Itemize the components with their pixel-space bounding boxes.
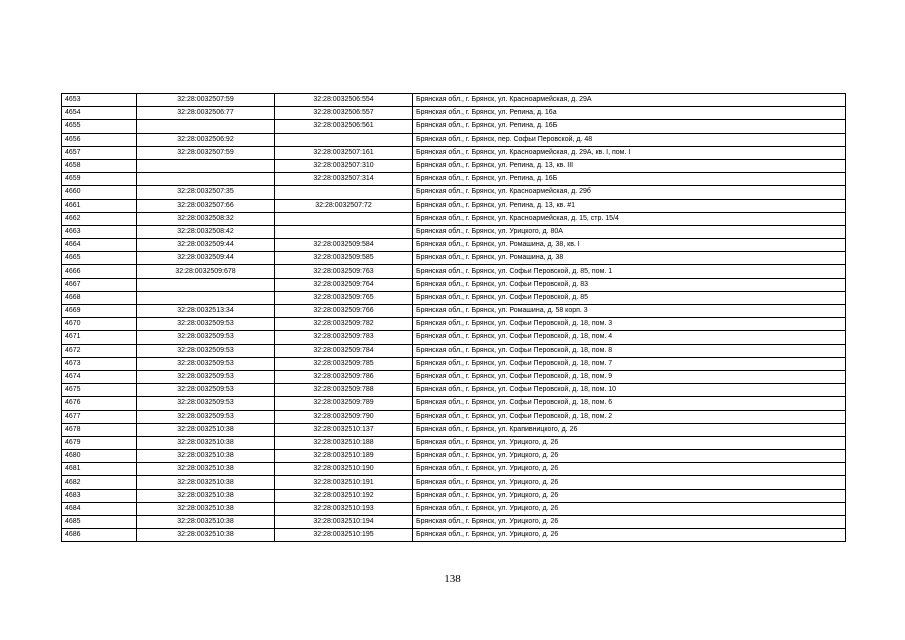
table-row [62, 410, 846, 423]
table-row [62, 370, 846, 383]
row-number-cell: 4668 [62, 291, 137, 304]
table-row [62, 212, 846, 225]
row-number-cell: 4670 [62, 318, 137, 331]
object-cadastral-number-cell: 32:28:0032510:195 [275, 529, 413, 542]
object-cadastral-number-cell: 32:28:0032507:161 [275, 146, 413, 159]
table-row [62, 199, 846, 212]
table-row [62, 186, 846, 199]
row-number-cell: 4659 [62, 173, 137, 186]
object-cadastral-number-cell: 32:28:0032509:784 [275, 344, 413, 357]
row-number-cell: 4681 [62, 463, 137, 476]
land-cadastral-number-cell: 32:28:0032509:53 [137, 410, 275, 423]
table-row [62, 516, 846, 529]
row-number-cell: 4682 [62, 476, 137, 489]
address-cell: Брянская обл., г. Брянск, ул. Красноармейская, д. 29А [413, 94, 846, 107]
table-row [62, 225, 846, 238]
land-cadastral-number-cell [137, 173, 275, 186]
object-cadastral-number-cell: 32:28:0032506:554 [275, 94, 413, 107]
land-cadastral-number-cell: 32:28:0032509:53 [137, 384, 275, 397]
land-cadastral-number-cell: 32:28:0032507:66 [137, 199, 275, 212]
object-cadastral-number-cell: 32:28:0032510:190 [275, 463, 413, 476]
row-number-cell: 4675 [62, 384, 137, 397]
row-number-cell: 4662 [62, 212, 137, 225]
table-row [62, 397, 846, 410]
table-row [62, 107, 846, 120]
row-number-cell: 4676 [62, 397, 137, 410]
land-cadastral-number-cell: 32:28:0032510:38 [137, 436, 275, 449]
object-cadastral-number-cell: 32:28:0032510:188 [275, 436, 413, 449]
address-cell: Брянская обл., г. Брянск, ул. Репина, д. 13, кв. #1 [413, 199, 846, 212]
address-cell: Брянская обл., г. Брянск, ул. Репина, д. 16Б [413, 120, 846, 133]
table-row [62, 239, 846, 252]
object-cadastral-number-cell [275, 225, 413, 238]
row-number-cell: 4653 [62, 94, 137, 107]
object-cadastral-number-cell: 32:28:0032510:194 [275, 516, 413, 529]
land-cadastral-number-cell: 32:28:0032509:53 [137, 331, 275, 344]
address-cell: Брянская обл., г. Брянск, ул. Красноармейская, д. 15, стр. 15/4 [413, 212, 846, 225]
table-row [62, 502, 846, 515]
address-cell: Брянская обл., г. Брянск, ул. Урицкого, д. 26 [413, 489, 846, 502]
land-cadastral-number-cell: 32:28:0032509:53 [137, 344, 275, 357]
land-cadastral-number-cell: 32:28:0032509:44 [137, 252, 275, 265]
table-body [62, 94, 846, 542]
address-cell: Брянская обл., г. Брянск, ул. Урицкого, д. 26 [413, 476, 846, 489]
table-row [62, 529, 846, 542]
address-cell: Брянская обл., г. Брянск, ул. Красноармейская, д. 29б [413, 186, 846, 199]
table-row [62, 278, 846, 291]
address-cell: Брянская обл., г. Брянск, ул. Софьи Перовской, д. 18, пом. 4 [413, 331, 846, 344]
address-cell: Брянская обл., г. Брянск, ул. Красноармейская, д. 29А, кв. I, пом. I [413, 146, 846, 159]
address-cell: Брянская обл., г. Брянск, ул. Урицкого, д. 26 [413, 502, 846, 515]
table-row [62, 489, 846, 502]
land-cadastral-number-cell: 32:28:0032508:32 [137, 212, 275, 225]
land-cadastral-number-cell: 32:28:0032506:77 [137, 107, 275, 120]
object-cadastral-number-cell [275, 133, 413, 146]
table-row [62, 318, 846, 331]
table-row [62, 173, 846, 186]
land-cadastral-number-cell: 32:28:0032507:59 [137, 94, 275, 107]
address-cell: Брянская обл., г. Брянск, ул. Софьи Перовской, д. 85 [413, 291, 846, 304]
row-number-cell: 4661 [62, 199, 137, 212]
land-cadastral-number-cell [137, 120, 275, 133]
land-cadastral-number-cell: 32:28:0032509:44 [137, 239, 275, 252]
land-cadastral-number-cell: 32:28:0032510:38 [137, 516, 275, 529]
row-number-cell: 4658 [62, 159, 137, 172]
row-number-cell: 4657 [62, 146, 137, 159]
row-number-cell: 4660 [62, 186, 137, 199]
address-cell: Брянская обл., г. Брянск, ул. Урицкого, д. 26 [413, 436, 846, 449]
row-number-cell: 4656 [62, 133, 137, 146]
address-cell: Брянская обл., г. Брянск, ул. Урицкого, д. 26 [413, 516, 846, 529]
row-number-cell: 4684 [62, 502, 137, 515]
address-cell: Брянская обл., г. Брянск, ул. Софьи Перовской, д. 18, пом. 2 [413, 410, 846, 423]
address-cell: Брянская обл., г. Брянск, ул. Урицкого, д. 80А [413, 225, 846, 238]
row-number-cell: 4665 [62, 252, 137, 265]
object-cadastral-number-cell: 32:28:0032509:766 [275, 305, 413, 318]
land-cadastral-number-cell: 32:28:0032510:38 [137, 489, 275, 502]
table-row [62, 291, 846, 304]
row-number-cell: 4673 [62, 357, 137, 370]
address-cell: Брянская обл., г. Брянск, ул. Софьи Перовской, д. 85, пом. 1 [413, 265, 846, 278]
row-number-cell: 4680 [62, 450, 137, 463]
land-cadastral-number-cell: 32:28:0032509:678 [137, 265, 275, 278]
land-cadastral-number-cell [137, 291, 275, 304]
land-cadastral-number-cell: 32:28:0032510:38 [137, 450, 275, 463]
cadastral-table [61, 93, 846, 542]
address-cell: Брянская обл., г. Брянск, ул. Софьи Перовской, д. 18, пом. 6 [413, 397, 846, 410]
row-number-cell: 4655 [62, 120, 137, 133]
address-cell: Брянская обл., г. Брянск, ул. Софьи Перовской, д. 18, пом. 9 [413, 370, 846, 383]
land-cadastral-number-cell: 32:28:0032510:38 [137, 423, 275, 436]
address-cell: Брянская обл., г. Брянск, ул. Репина, д. 16Б [413, 173, 846, 186]
object-cadastral-number-cell: 32:28:0032509:789 [275, 397, 413, 410]
land-cadastral-number-cell: 32:28:0032507:35 [137, 186, 275, 199]
land-cadastral-number-cell: 32:28:0032510:38 [137, 502, 275, 515]
table-row [62, 252, 846, 265]
row-number-cell: 4667 [62, 278, 137, 291]
object-cadastral-number-cell: 32:28:0032509:765 [275, 291, 413, 304]
land-cadastral-number-cell [137, 278, 275, 291]
row-number-cell: 4677 [62, 410, 137, 423]
object-cadastral-number-cell: 32:28:0032506:561 [275, 120, 413, 133]
table-row [62, 476, 846, 489]
land-cadastral-number-cell: 32:28:0032507:59 [137, 146, 275, 159]
row-number-cell: 4683 [62, 489, 137, 502]
object-cadastral-number-cell: 32:28:0032510:137 [275, 423, 413, 436]
table-row [62, 265, 846, 278]
table-row [62, 436, 846, 449]
row-number-cell: 4686 [62, 529, 137, 542]
row-number-cell: 4678 [62, 423, 137, 436]
object-cadastral-number-cell: 32:28:0032507:72 [275, 199, 413, 212]
object-cadastral-number-cell: 32:28:0032509:585 [275, 252, 413, 265]
object-cadastral-number-cell: 32:28:0032510:191 [275, 476, 413, 489]
row-number-cell: 4671 [62, 331, 137, 344]
land-cadastral-number-cell [137, 159, 275, 172]
row-number-cell: 4672 [62, 344, 137, 357]
table-row [62, 159, 846, 172]
address-cell: Брянская обл., г. Брянск, ул. Репина, д. 16а [413, 107, 846, 120]
table-row [62, 146, 846, 159]
table-row [62, 384, 846, 397]
object-cadastral-number-cell: 32:28:0032510:189 [275, 450, 413, 463]
address-cell: Брянская обл., г. Брянск, ул. Урицкого, д. 26 [413, 450, 846, 463]
address-cell: Брянская обл., г. Брянск, пер. Софьи Перовской, д. 48 [413, 133, 846, 146]
land-cadastral-number-cell: 32:28:0032510:38 [137, 476, 275, 489]
object-cadastral-number-cell: 32:28:0032509:785 [275, 357, 413, 370]
address-cell: Брянская обл., г. Брянск, ул. Урицкого, д. 26 [413, 529, 846, 542]
table-row [62, 463, 846, 476]
address-cell: Брянская обл., г. Брянск, ул. Софьи Перовской, д. 18, пом. 3 [413, 318, 846, 331]
land-cadastral-number-cell: 32:28:0032513:34 [137, 305, 275, 318]
object-cadastral-number-cell: 32:28:0032507:310 [275, 159, 413, 172]
row-number-cell: 4679 [62, 436, 137, 449]
land-cadastral-number-cell: 32:28:0032510:38 [137, 463, 275, 476]
address-cell: Брянская обл., г. Брянск, ул. Урицкого, д. 26 [413, 463, 846, 476]
address-cell: Брянская обл., г. Брянск, ул. Крапивницкого, д. 26 [413, 423, 846, 436]
object-cadastral-number-cell: 32:28:0032507:314 [275, 173, 413, 186]
table-row [62, 133, 846, 146]
land-cadastral-number-cell: 32:28:0032509:53 [137, 370, 275, 383]
row-number-cell: 4674 [62, 370, 137, 383]
table-row [62, 120, 846, 133]
row-number-cell: 4666 [62, 265, 137, 278]
address-cell: Брянская обл., г. Брянск, ул. Ромашина, д. 38 [413, 252, 846, 265]
page-number: 138 [444, 573, 461, 585]
address-cell: Брянская обл., г. Брянск, ул. Софьи Перовской, д. 83 [413, 278, 846, 291]
address-cell: Брянская обл., г. Брянск, ул. Софьи Перовской, д. 18, пом. 10 [413, 384, 846, 397]
address-cell: Брянская обл., г. Брянск, ул. Ромашина, д. 58 корп. 3 [413, 305, 846, 318]
object-cadastral-number-cell: 32:28:0032509:764 [275, 278, 413, 291]
address-cell: Брянская обл., г. Брянск, ул. Ромашина, д. 38, кв. I [413, 239, 846, 252]
row-number-cell: 4685 [62, 516, 137, 529]
object-cadastral-number-cell: 32:28:0032510:193 [275, 502, 413, 515]
object-cadastral-number-cell: 32:28:0032509:788 [275, 384, 413, 397]
table-row [62, 423, 846, 436]
land-cadastral-number-cell: 32:28:0032509:53 [137, 397, 275, 410]
object-cadastral-number-cell: 32:28:0032510:192 [275, 489, 413, 502]
row-number-cell: 4669 [62, 305, 137, 318]
object-cadastral-number-cell: 32:28:0032509:584 [275, 239, 413, 252]
object-cadastral-number-cell [275, 186, 413, 199]
land-cadastral-number-cell: 32:28:0032509:53 [137, 357, 275, 370]
land-cadastral-number-cell: 32:28:0032510:38 [137, 529, 275, 542]
land-cadastral-number-cell: 32:28:0032506:92 [137, 133, 275, 146]
row-number-cell: 4664 [62, 239, 137, 252]
table-row [62, 344, 846, 357]
address-cell: Брянская обл., г. Брянск, ул. Софьи Перовской, д. 18, пом. 7 [413, 357, 846, 370]
table-row [62, 331, 846, 344]
object-cadastral-number-cell: 32:28:0032509:786 [275, 370, 413, 383]
object-cadastral-number-cell [275, 212, 413, 225]
object-cadastral-number-cell: 32:28:0032509:782 [275, 318, 413, 331]
table-row [62, 94, 846, 107]
address-cell: Брянская обл., г. Брянск, ул. Репина, д. 13, кв. III [413, 159, 846, 172]
table-row [62, 450, 846, 463]
land-cadastral-number-cell: 32:28:0032509:53 [137, 318, 275, 331]
table-row [62, 357, 846, 370]
object-cadastral-number-cell: 32:28:0032506:557 [275, 107, 413, 120]
row-number-cell: 4654 [62, 107, 137, 120]
object-cadastral-number-cell: 32:28:0032509:783 [275, 331, 413, 344]
address-cell: Брянская обл., г. Брянск, ул. Софьи Перовской, д. 18, пом. 8 [413, 344, 846, 357]
land-cadastral-number-cell: 32:28:0032508:42 [137, 225, 275, 238]
object-cadastral-number-cell: 32:28:0032509:763 [275, 265, 413, 278]
row-number-cell: 4663 [62, 225, 137, 238]
object-cadastral-number-cell: 32:28:0032509:790 [275, 410, 413, 423]
table-row [62, 305, 846, 318]
